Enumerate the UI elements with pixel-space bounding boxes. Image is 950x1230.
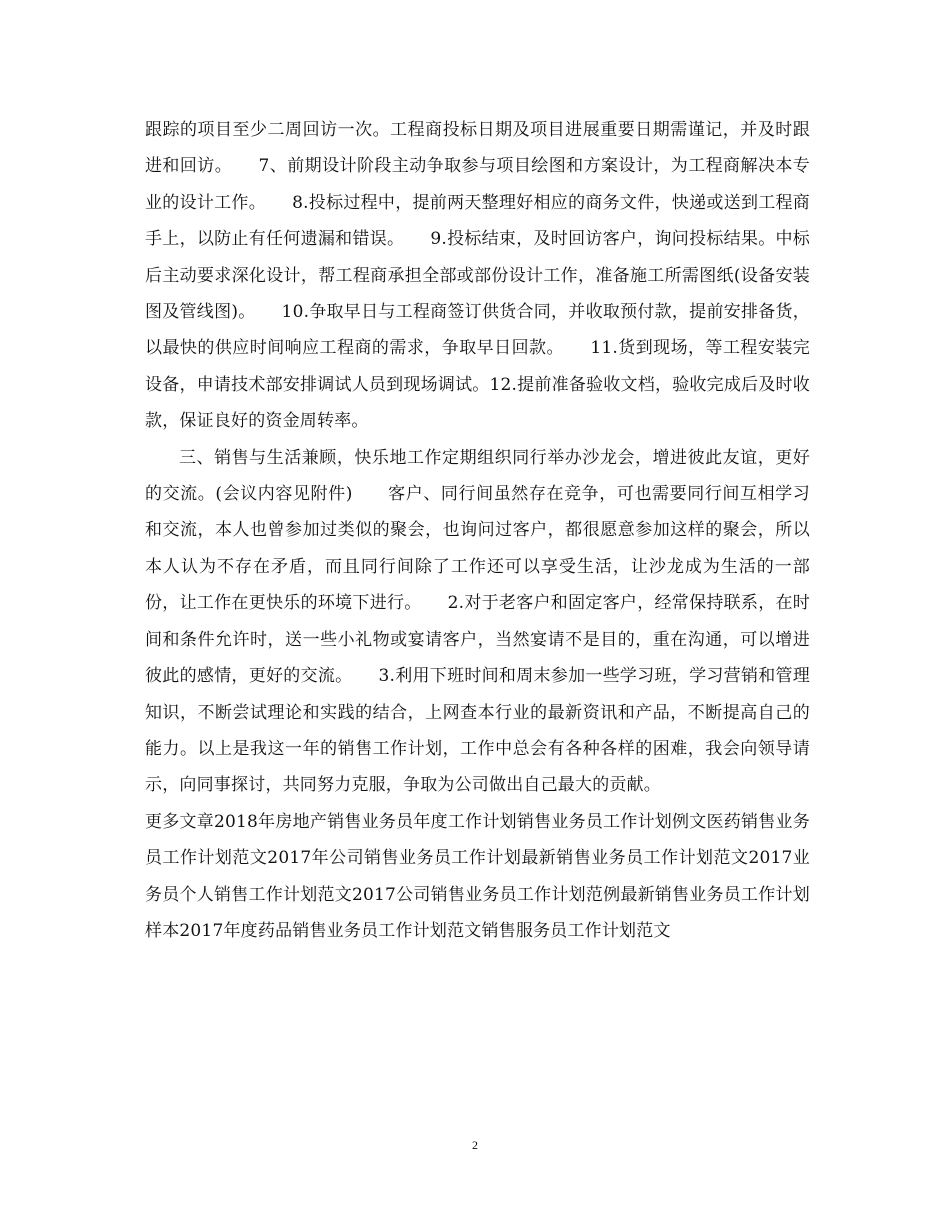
paragraph-more-articles: 更多文章2018年房地产销售业务员年度工作计划销售业务员工作计划例文医药销售业务员工作计划范文2017年公司销售业务员工作计划最新销售业务员工作计划范文2017业务员个人销售工作计划范文2017公司销售业务员工作计划范例最新销售业务员工作计划样本2017年度药品销售业务员工作计划范文销售服务员工作计划范文 <box>145 811 810 941</box>
paragraph-sales-and-life: 三、销售与生活兼顾，快乐地工作定期组织同行举办沙龙会，增进彼此友谊，更好的交流。(会议内容见附件) 客户、同行间虽然存在竞争，可也需要同行间互相学习和交流，本人也曾参加过类似的聚会，也询问过客户，都很愿意参加这样的聚会，所以本人认为不存在矛盾，而且同行间除了工作还可以享受生活，让沙龙成为生活的一部份，让工作在更快乐的环境下进行。 2.对于老客户和固定客户，经常保持联系，在时间和条件允许时，送一些小礼物或宴请客户，当然宴请不是目的，重在沟通，可以增进彼此的感情，更好的交流。 3.利用下班时间和周末参加一些学习班，学习营销和管理知识，不断尝试理论和实践的结合，上网查本行业的最新资讯和产品，不断提高自己的能力。以上是我这一年的销售工作计划，工作中总会有各种各样的困难，我会向领导请示，向同事探讨，共同努力克服，争取为公司做出自己最大的贡献。 <box>145 447 810 796</box>
document-body <box>145 112 810 949</box>
page-number: 2 <box>472 1138 478 1152</box>
paragraph-sales-process: 跟踪的项目至少二周回访一次。工程商投标日期及项目进展重要日期需谨记，并及时跟进和回访。 7、前期设计阶段主动争取参与项目绘图和方案设计，为工程商解决本专业的设计工作。 8.投标过程中，提前两天整理好相应的商务文件，快递或送到工程商手上，以防止有任何遗漏和错误。 9.投标结束，及时回访客户，询问投标结果。中标后主动要求深化设计，帮工程商承担全部或部份设计工作，准备施工所需图纸(设备安装图及管线图)。 10.争取早日与工程商签订供货合同，并收取预付款，提前安排备货，以最快的供应时间响应工程商的需求，争取早日回款。 11.货到现场，等工程安装完设备，申请技术部安排调试人员到现场调试。12.提前准备验收文档，验收完成后及时收款，保证良好的资金周转率。 <box>145 120 810 432</box>
